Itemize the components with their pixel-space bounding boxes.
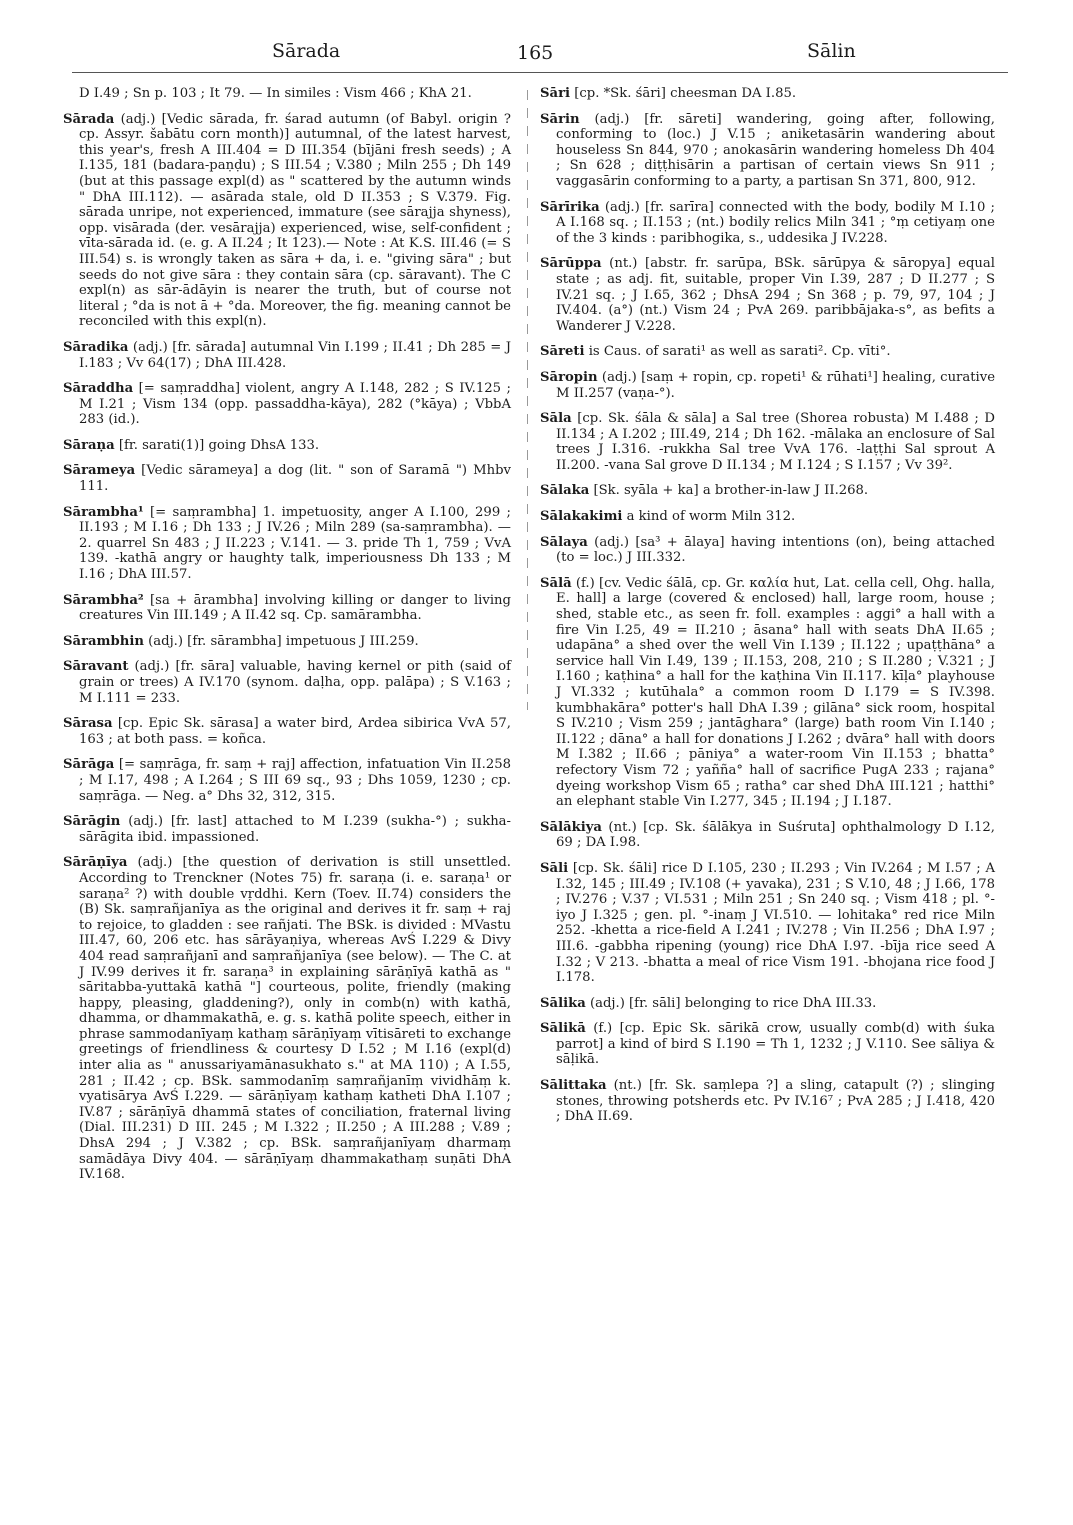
dictionary-entry [63, 463, 511, 494]
entry-text: [cp. Sk. śāli] rice D I.105, 230 ; II.293 ; Vin IV.264 ; M I.57 ; A I.32, 145 ; III.49 ; IV.108 (+ yavaka), 231 ; S V.10, 48 ; J I.66, 178 ; IV.276 ; V.37 ; VI.531 ; Miln 251 ; Sn 240 sq. ; Vism 418 ; pl. °-iyo J I.325 ; gen. pl. °-inaṃ J VI.510. — lohitaka° red rice Miln 252. -khetta a rice-field A I.241 ; IV.278 ; Vin II.256 ; DhA I.97 ; III.6. -gabbha ripening (young) rice DhA I.97. -bīja rice seed A I.32 ; V 213. -bhatta a meal of rice Vism 191. -bhojana rice food J I.178. [556, 860, 995, 986]
dictionary-entry [63, 112, 511, 330]
entry-text: (nt.) [fr. Sk. saṃlepa ?] a sling, catapult (?) ; slinging stones, throwing potsherds etc. Pv IV.16⁷ ; PvA 285 ; J I.418, 420 ; DhA II.69. [556, 1078, 995, 1125]
dictionary-entry [63, 716, 511, 747]
entry-headword: Sārāga [63, 757, 115, 773]
entry-text: (adj.) [fr. sāreti] wandering, going after, following, conforming to (loc.) J V.15 ; aniketasārin wandering about houseless Sn 844, 970 ; anokasārin wandering homeless Dh 404 ; Sn 628 ; diṭṭhisārin a partisan of certain views Sn 911 ; vaggasārin conforming to a party, a partisan Sn 371, 800, 912. [556, 111, 995, 189]
entry-headword: Sālākiya [540, 819, 602, 835]
entry-headword: Sārīrika [540, 199, 600, 215]
dictionary-entry [540, 576, 995, 810]
entry-text: (adj.) [saṃ + ropin, cp. ropeti¹ & rūhati¹] healing, curative M II.257 (vaṇa-°). [556, 369, 995, 401]
left-column [63, 86, 511, 1193]
entry-text: [= saṃrambha] 1. impetuosity, anger A I.100, 299 ; II.193 ; M I.16 ; Dh 133 ; J IV.26 ; Miln 289 (sa-saṃrambha). — 2. quarrel Sn 483 ; J II.223 ; V.141. — 3. pride Th 1, 759 ; VvA 139. -kathā angry or haughty talk, imperiousness Dh 133 ; M I.16 ; DhA III.57. [79, 504, 511, 583]
entry-headword: Sālā [540, 575, 572, 591]
entry-headword: Sārameya [63, 463, 136, 479]
dictionary-entry [540, 1021, 995, 1068]
entry-headword: Sārin [540, 111, 580, 127]
dictionary-entry [63, 593, 511, 624]
right-column [540, 86, 995, 1135]
entry-headword: Sārasa [63, 716, 113, 732]
dictionary-entry [63, 438, 511, 454]
entry-headword: Sālittaka [540, 1078, 607, 1094]
running-head-right: Sālin [807, 40, 856, 62]
entry-text: (f.) [cv. Vedic śālā, cp. Gr. καλία hut, Lat. cella cell, Ohg. halla, E. hall] a large (covered & enclosed) hall, large room, house ; shed, stable etc., as seen fr. foll. examples : aggi° a hall with a fire Vin I.25, 49 = II.210 ; āsana° hall with seats DhA II.65 ; udapāna° a shed over the well Vin I.139 ; II.122 ; upaṭṭhāna° a service hall Vin I.49, 139 ; II.153, 208, 210 ; S II.280 ; V.321 ; J I.160 ; kaṭhina° a hall for the kaṭhina Vin II.117. kīḷa° playhouse J VI.332 ; kutūhala° a common room D I.179 = S IV.398. kumbhakāra° potter's hall DhA I.39 ; gilāna° sick room, hospital S IV.210 ; Vism 259 ; jantāghara° (large) bath room Vin I.140 ; II.122 ; dāna° a hall for donations J I.262 ; dvāra° hall with doors M I.382 ; II.66 ; pāniya° a water-room Vin II.153 ; bhatta° refectory Vism 72 ; yañña° hall of sacrifice PugA 233 ; rajana° dyeing workshop Vism 65 ; ratha° car shed DhA III.121 ; hatthi° an elephant stable Vin I.277, 345 ; II.194 ; J I.187. [556, 575, 995, 810]
entry-text: (nt.) [abstr. fr. sarūpa, BSk. sārūpya & sāropya] equal state ; as adj. fit, suitable, proper Vin I.39, 287 ; D II.277 ; S IV.21 sq. ; J I.65, 362 ; DhsA 294 ; Sn 368 ; p. 79, 97, 104 ; J IV.404. (a°) (nt.) Vism 24 ; PvA 269. paribbājaka-s°, as befits a Wanderer J V.228. [556, 256, 995, 334]
entry-text: [cp. *Sk. śāri] cheesman DA I.85. [570, 86, 797, 101]
entry-text: a kind of worm Miln 312. [622, 509, 796, 525]
dictionary-entry [63, 505, 511, 583]
header-rule [72, 72, 1008, 73]
entry-text: [cp. Epic Sk. sārasa] a water bird, Ardea sibirica VvA 57, 163 ; at both pass. = koñca. [79, 716, 511, 747]
dictionary-entry [540, 820, 995, 851]
entry-text: [fr. sarati(1)] going DhsA 133. [114, 437, 320, 453]
dictionary-entry [540, 256, 995, 334]
dictionary-entry [540, 411, 995, 473]
entry-text: [= saṃraddha] violent, angry A I.148, 282 ; S IV.125 ; M I.21 ; Vism 134 (opp. passaddha-kāya), 282 (°kāya) ; VbbA 283 (id.). [79, 381, 511, 428]
dictionary-entry [63, 659, 511, 706]
dictionary-entry [63, 634, 511, 650]
entry-text: (nt.) [cp. Sk. śālākya in Suśruta] ophthalmology D I.12, 69 ; DA I.98. [556, 819, 995, 851]
entry-text: (adj.) [fr. sāra] valuable, having kernel or pith (said of grain or trees) A IV.170 (synom. daḷha, opp. palāpa) ; S V.163 ; M I.111 = 233. [79, 659, 511, 706]
entry-text: (adj.) [fr. sārambha] impetuous J III.259. [143, 633, 419, 649]
dictionary-entry [63, 855, 511, 1182]
entry-headword: Sālikā [540, 1021, 586, 1037]
entry-headword: Sālika [540, 995, 586, 1011]
entry-headword: Sārada [63, 111, 115, 127]
entry-headword: Sārāṇīya [63, 855, 128, 871]
entry-text: (adj.) [fr. last] attached to M I.239 (sukha-°) ; sukha-sārāgita ibid. impassioned. [79, 814, 511, 845]
page-header [72, 40, 1002, 74]
entry-headword: Sāri [540, 86, 571, 101]
dictionary-entry [63, 757, 511, 804]
entry-text: (adj.) [fr. sāli] belonging to rice DhA III.33. [585, 995, 877, 1011]
dictionary-entry [63, 381, 511, 428]
dictionary-entry [63, 340, 511, 371]
dictionary-entry [540, 1078, 995, 1125]
entry-text: (adj.) [fr. sarīra] connected with the body, bodily M I.10 ; A I.168 sq. ; II.153 ; (nt.) bodily relics Miln 341 ; °ṃ cetiyaṃ one of the 3 kinds : paribhogika, s., uddesika J IV.228. [556, 199, 995, 246]
dictionary-entry [540, 344, 995, 360]
dictionary-entry [540, 996, 995, 1012]
running-head-left: Sārada [272, 40, 341, 62]
column-divider [527, 90, 528, 710]
entry-text: [= saṃrāga, fr. saṃ + raj] affection, infatuation Vin II.258 ; M I.17, 498 ; A I.264 ; S III 69 sq., 93 ; Dhs 1059, 1230 ; cp. saṃrāga. — Neg. a° Dhs 32, 312, 315. [79, 757, 511, 804]
entry-text: (adj.) [sa³ + ālaya] having intentions (on), being attached (to = loc.) J III.332. [556, 534, 995, 566]
entry-headword: Sāreti [540, 344, 585, 360]
entry-headword: Sāropin [540, 369, 598, 385]
dictionary-entry [63, 814, 511, 845]
dictionary-entry [540, 112, 995, 190]
entry-headword: Sārāgin [63, 814, 121, 830]
entry-headword: Sārambha¹ [63, 504, 144, 520]
entry-text: (adj.) [fr. sārada] autumnal Vin I.199 ; II.41 ; Dh 285 = J I.183 ; Vv 64(17) ; DhA III.428. [79, 339, 511, 371]
dictionary-entry [540, 861, 995, 986]
entry-headword: Sāli [540, 860, 569, 876]
dictionary-entry [540, 535, 995, 566]
dictionary-entry [540, 200, 995, 247]
entry-text: (adj.) [Vedic sārada, fr. śarad autumn (of Babyl. origin ? cp. Assyr. šabātu corn month)] autumnal, of the latest harvest, this year's, fresh A III.404 = D III.354 (bījāni fresh seeds) ; A I.135, 181 (badara-paṇḍu) ; S III.54 ; V.380 ; Miln 255 ; Dh 149 (but at this passage expl(d) as " scattered by the autumn winds " DhA III.112). — asārada stale, old D II.353 ; S V.379. Fig. sārada unripe, not experienced, immature (see sārajja shyness), opp. visārada (der. vesārajja) experienced, wise, self-confident ; vīta-sārada id. (e. g. A II.24 ; It 123).— Note : At K.S. III.46 (= S III.54) s. is wrongly taken as sāra + da, i. e. "giving sāra" ; but seeds do not give sāra : they contain sāra (cp. sāravant). The C expl(n) as sār-ādāyin is nearer the truth, but of course not literal ; °da is not ā + °da. Moreover, the fig. meaning cannot be reconciled with this expl(n). [79, 111, 511, 330]
entry-headword: Sāraddha [63, 381, 134, 397]
entry-headword: Sāla [540, 411, 572, 427]
entry-text: (adj.) [the question of derivation is still unsettled. According to Trenckner (Notes 75) fr. saraṇa (i. e. saraṇa¹ or saraṇa² ?) with double vṛddhi. Kern (Toev. II.74) considers the (B) Sk. saṃrañjanīya as the original and derives it fr. saṃ + raj to rejoice, to gladden : see rañjati. The BSk. is divided : MVastu III.47, 60, 206 etc. has sārāyaṇiya, whereas AvŚ I.229 & Divy 404 read saṃrañjanī and saṃrañjanīya (see below). — The C. at J IV.99 derives it fr. saraṇa³ in explaining sārāṇīyā kathā as " sāritabba-yuttakā kathā "] courteous, polite, friendly (making happy, pleasing, gladdening?), only in comb(n) with kathā, dhamma, or dhammakathā, e. g. s. kathā polite speech, either in phrase sammodanīyaṃ kathaṃ sārāṇīyaṃ vītisāreti to exchange greetings of friendliness & courtesy D I.52 ; M I.16 (expl(d) inter alia as " anussariyamānasukhato s." at MA 110) ; A I.55, 281 ; II.42 ; cp. BSk. sammodanīṃ saṃrañjanīṃ vividhāṃ k. vyatisārya AvŚ I.229. — sārāṇīyaṃ kathaṃ katheti DhA I.107 ; IV.87 ; sārāṇīyā dhammā states of conciliation, fraternal living (Dial. III.231) D III. 245 ; M I.322 ; II.250 ; A III.288 ; V.89 ; DhsA 294 ; J V.382 ; cp. BSk. saṃrañjanīyaṃ dharmaṃ samādāya Divy 404. — sārāṇīyaṃ dhammakathaṃ suṇāti DhA IV.168. [79, 855, 511, 1183]
entry-text: [sa + ārambha] involving killing or danger to living creatures Vin III.149 ; A II.42 sq. Cp. samārambha. [79, 592, 511, 624]
entry-text: [cp. Sk. śāla & sāla] a Sal tree (Shorea robusta) M I.488 ; D II.134 ; A I.202 ; III.49, 214 ; Dh 162. -mālaka an enclosure of Sal trees J I.316. -rukkha Sal tree VvA 176. -laṭṭhi Sal sprout A II.200. -vana Sal grove D II.134 ; M I.124 ; S I.157 ; Vv 39². [556, 411, 995, 473]
entry-headword: Sārambhin [63, 633, 144, 649]
dictionary-entry [540, 509, 995, 525]
entry-headword: Sāradika [63, 339, 129, 355]
entry-text: is Caus. of sarati¹ as well as sarati². Cp. vīti°. [584, 344, 891, 360]
entry-text: (f.) [cp. Epic Sk. sārikā crow, usually comb(d) with śuka parrot] a kind of bird S I.190 = Th 1, 1232 ; J V.110. See sāliya & sāḷikā. [556, 1021, 995, 1068]
entry-headword: Sālaka [540, 483, 590, 499]
dictionary-entry [540, 370, 995, 401]
dictionary-entry [540, 483, 995, 499]
dictionary-entry [540, 86, 995, 102]
entry-text: [Sk. syāla + ka] a brother-in-law J II.268. [589, 483, 869, 499]
page-number: 165 [517, 42, 554, 64]
entry-headword: Sāraṇa [63, 437, 115, 453]
entry-headword: Sārūppa [540, 256, 602, 272]
entry-headword: Sārambha² [63, 592, 144, 608]
entry-headword: Sāravant [63, 659, 129, 675]
entry-headword: Sālakakimi [540, 509, 623, 525]
entry-text: [Vedic sārameya] a dog (lit. " son of Saramā ") Mhbv 111. [79, 463, 511, 495]
entry-headword: Sālaya [540, 534, 588, 550]
entry-text: D I.49 ; Sn p. 103 ; It 79. — In similes : Vism 466 ; KhA 21. [79, 86, 472, 101]
dictionary-entry [63, 86, 511, 102]
